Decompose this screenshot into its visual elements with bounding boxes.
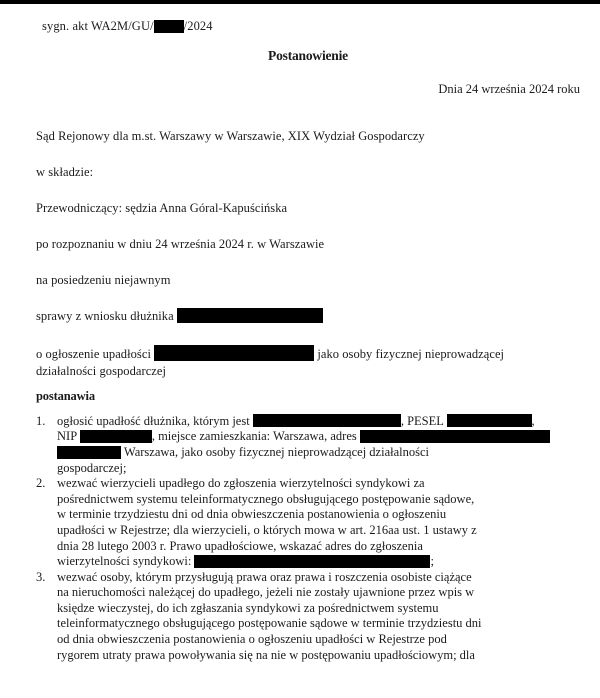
redaction-subject [154,345,314,361]
item-line [57,414,586,430]
item-text: upadłości w Rejestrze; dla wierzycieli, o których mowa w art. 216aa ust. 1 ustawy z [57,522,477,537]
item-marker: 1. [36,413,46,428]
document-title: Postanowienie [268,48,348,63]
redaction-address [360,430,550,443]
item-text: od dnia obwieszczenia postanowienia o ogłoszeniu upadłości w Rejestrze pod [57,632,447,647]
item-line [57,476,586,492]
item-text: w terminie trzydziestu dni od dnia obwieszczenia postanowienia o ogłoszeniu [57,507,447,522]
document-content [10,4,590,663]
item-text: wezwać wierzycieli upadłego do zgłoszenia wierzytelności syndykowi za [57,476,425,491]
applicant-prefix: sprawy z wniosku dłużnika [36,309,174,323]
item-line [57,648,586,664]
item-text: teleinformatycznego obsługującego postępowanie sądowe w terminie trzydziestu dni [57,616,482,631]
item-text: rygorem utraty prawa powoływania się na nie w postępowaniu upadłościowym; dla [57,647,475,662]
item-line [57,429,586,445]
item-marker: 2. [36,476,46,491]
item-text: NIP [57,429,80,444]
redaction-applicant [177,308,323,323]
item-text: , miejsce zamieszkania: Warszawa, adres [151,429,360,444]
presiding-judge: Przewodniczący: sędzia Anna Góral-Kapuścińska [36,201,288,215]
document-body [34,129,586,663]
item-line [57,523,586,539]
item-text: ; [430,554,434,569]
case-number-suffix: /2024 [183,19,213,33]
item-text: gospodarczej; [57,460,127,475]
subject-line [36,346,586,379]
case-signature-line [34,4,586,34]
redaction-case-number [154,20,184,33]
subject-suffix: jako osoby fizycznej nieprowadzącej [317,346,505,361]
item-line [57,616,586,632]
item-text: wezwać osoby, którym przysługują prawa oraz prawa i roszczenia osobiste ciążące [57,569,472,584]
item-text: na nieruchomości należącej do upadłego, jeżeli nie zostały ujawnione przez wpis w [57,585,475,600]
item-line [57,570,586,586]
item-marker: 3. [36,569,46,584]
item-line [57,632,586,648]
redaction-pesel [447,414,532,427]
item-text: pośrednictwem systemu teleinformatycznego obsługującego postępowanie sądowe, [57,491,475,506]
item-line [57,585,586,601]
item-line [57,554,586,570]
document-date: Dnia 24 września 2024 roku [438,82,580,96]
item-text: ogłosić upadłość dłużnika, którym jest [57,413,253,428]
item-line [57,492,586,508]
item-text: wierzytelności syndykowi: [57,554,195,569]
item-text: Warszawa, jako osoby fizycznej nieprowadzącej działalności [121,444,430,459]
redaction-nip [80,430,152,443]
item-line [57,461,586,477]
item-line [57,445,586,461]
redaction-debtor-name [253,414,401,427]
item-text: , [531,413,535,428]
decision-item [36,414,586,476]
decision-heading: postanawia [36,388,95,403]
subject-suffix-2: działalności gospodarczej [36,363,167,378]
composition-label: w składzie: [36,165,94,179]
decision-item [36,476,586,570]
item-text: , PESEL [400,413,447,428]
item-text: dnia 28 lutego 2003 r. Prawo upadłościowe, wskazać adres do zgłoszenia [57,538,423,553]
applicant-line [36,309,586,325]
decision-item [36,570,586,664]
item-line [57,507,586,523]
item-line [57,601,586,617]
case-number-prefix: sygn. akt WA2M/GU/ [42,19,154,33]
redaction-postal-code [57,446,121,459]
court-line: Sąd Rejonowy dla m.st. Warszawy w Warszawie, XIX Wydział Gospodarczy [36,129,425,143]
hearing-line: po rozpoznaniu w dniu 24 września 2024 r. w Warszawie [36,237,325,251]
subject-prefix: o ogłoszenie upadłości [36,346,151,361]
document-page [0,4,600,698]
redaction-syndyk-address [194,555,430,568]
item-text: księdze wieczystej, do ich zgłaszania syndykowi za pośrednictwem systemu [57,600,439,615]
session-type: na posiedzeniu niejawnym [36,273,171,287]
item-line [57,539,586,555]
decision-items-list [36,414,586,664]
